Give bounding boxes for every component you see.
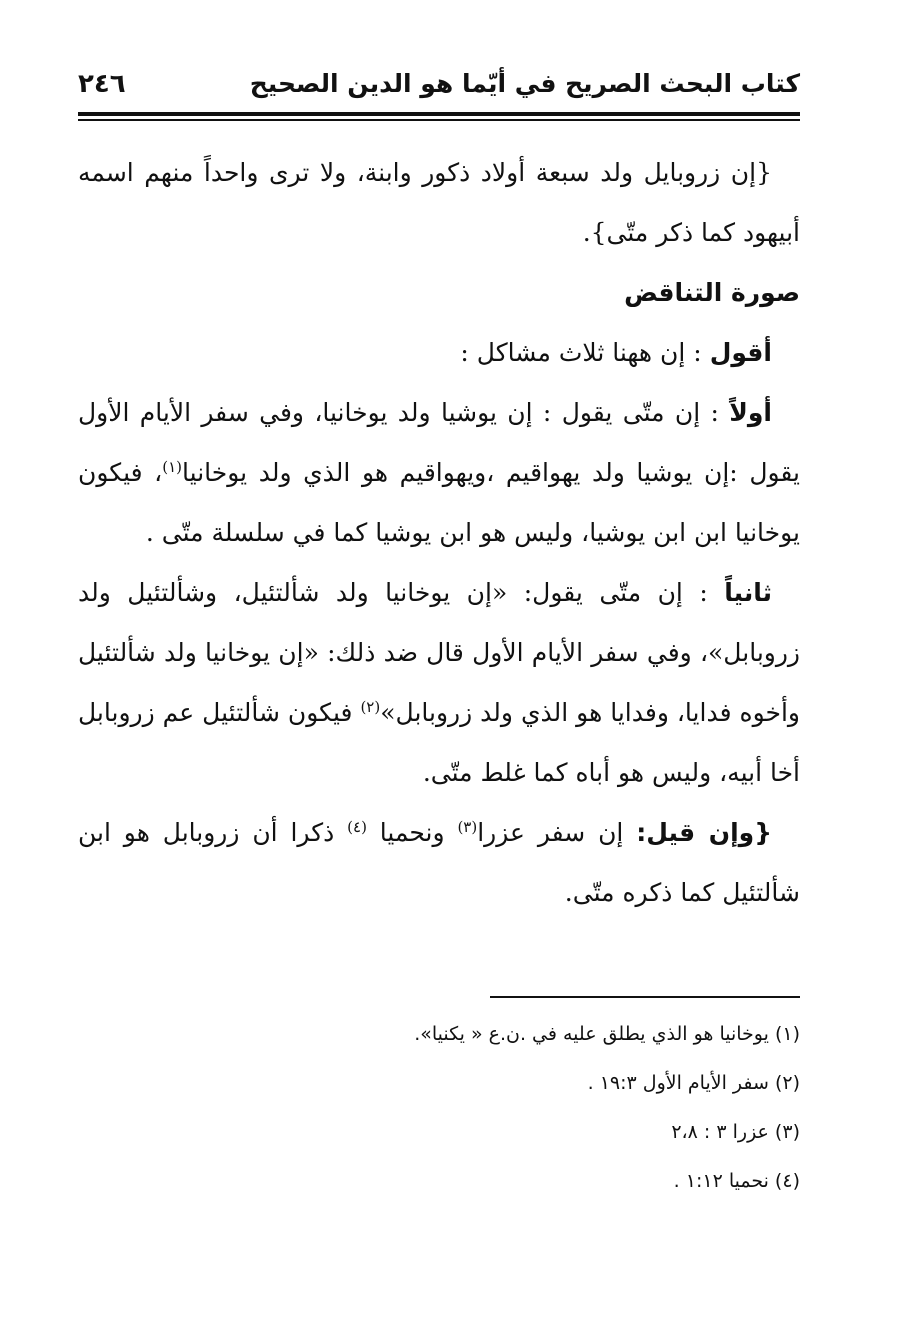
paragraph-first <box>78 383 800 563</box>
header-rule-thin <box>78 119 800 121</box>
section-heading: صورة التناقض <box>624 277 800 307</box>
paragraph-label: {وإن قيل: <box>636 817 773 847</box>
footnote-ref: (٢) <box>360 697 381 716</box>
footnote-ref: (٤) <box>347 817 367 836</box>
paragraph-text: فيكون شألتئيل عم زروبابل أخا أبيه، وليس هو أباه كما غلط متّى. <box>78 697 800 787</box>
paragraph-objection <box>78 803 800 923</box>
paragraph-text: : إن متّى يقول: «إن يوخانيا ولد شألتئيل، وشألتئيل ولد زروبابل»، وفي سفر الأيام الأول قال ضد ذلك: «إن يوخانيا ولد شألتئيل وأخوه فدايا، وفدايا هو الذي ولد زروبابل» <box>78 577 800 727</box>
main-text <box>78 143 800 923</box>
paragraph-label: أولاً <box>729 397 772 427</box>
paragraph-text: إن سفر عزرا <box>477 817 637 847</box>
footnote-ref: (٣) <box>457 817 478 836</box>
paragraph-text: ونحميا <box>366 817 458 847</box>
footnote-4: (٤) نحميا ١:١٢ . <box>673 1170 800 1192</box>
paragraph-text: : إن ههنا ثلاث مشاكل : <box>460 337 710 367</box>
book-title: كتاب البحث الصريح في أيّما هو الدين الصحيح <box>249 69 800 98</box>
footnote-1: (١) يوخانيا هو الذي يطلق عليه في .ن.ع « يكنيا». <box>414 1023 800 1045</box>
header-rule-thick <box>78 112 800 116</box>
paragraph-label: ثانياً <box>724 577 772 607</box>
page <box>78 60 800 923</box>
paragraph-label: أقول <box>709 337 772 367</box>
paragraph-text: ، فيكون يوخانيا ابن ابن يوشيا، وليس هو ابن يوشيا كما في سلسلة متّى . <box>78 457 800 547</box>
paragraph-quote: {إن زروبايل ولد سبعة أولاد ذكور وابنة، ولا ترى واحداً منهم اسمه أبيهود كما ذكر متّى}. <box>78 157 800 247</box>
footnotes <box>160 1010 800 1206</box>
paragraph-text: : إن متّى يقول : إن يوشيا ولد يوخانيا، وفي سفر الأيام الأول يقول :إن يوشيا ولد يهواقيم ،ويهواقيم هو الذي ولد يوخانيا <box>78 397 800 487</box>
footnote-ref: (١) <box>162 457 183 476</box>
footnote-2: (٢) سفر الأيام الأول ١٩:٣ . <box>587 1072 800 1094</box>
paragraph-second <box>78 563 800 803</box>
footnote-separator <box>490 996 800 998</box>
running-header <box>78 60 800 108</box>
page-number: ٢٤٦ <box>78 69 126 99</box>
paragraph-text: ذكرا أن زروبابل هو ابن شألتئيل كما ذكره متّى. <box>78 817 800 907</box>
paragraph-aqul <box>78 323 800 383</box>
footnote-3: (٣) عزرا ٣ : ٢،٨ <box>671 1121 800 1143</box>
